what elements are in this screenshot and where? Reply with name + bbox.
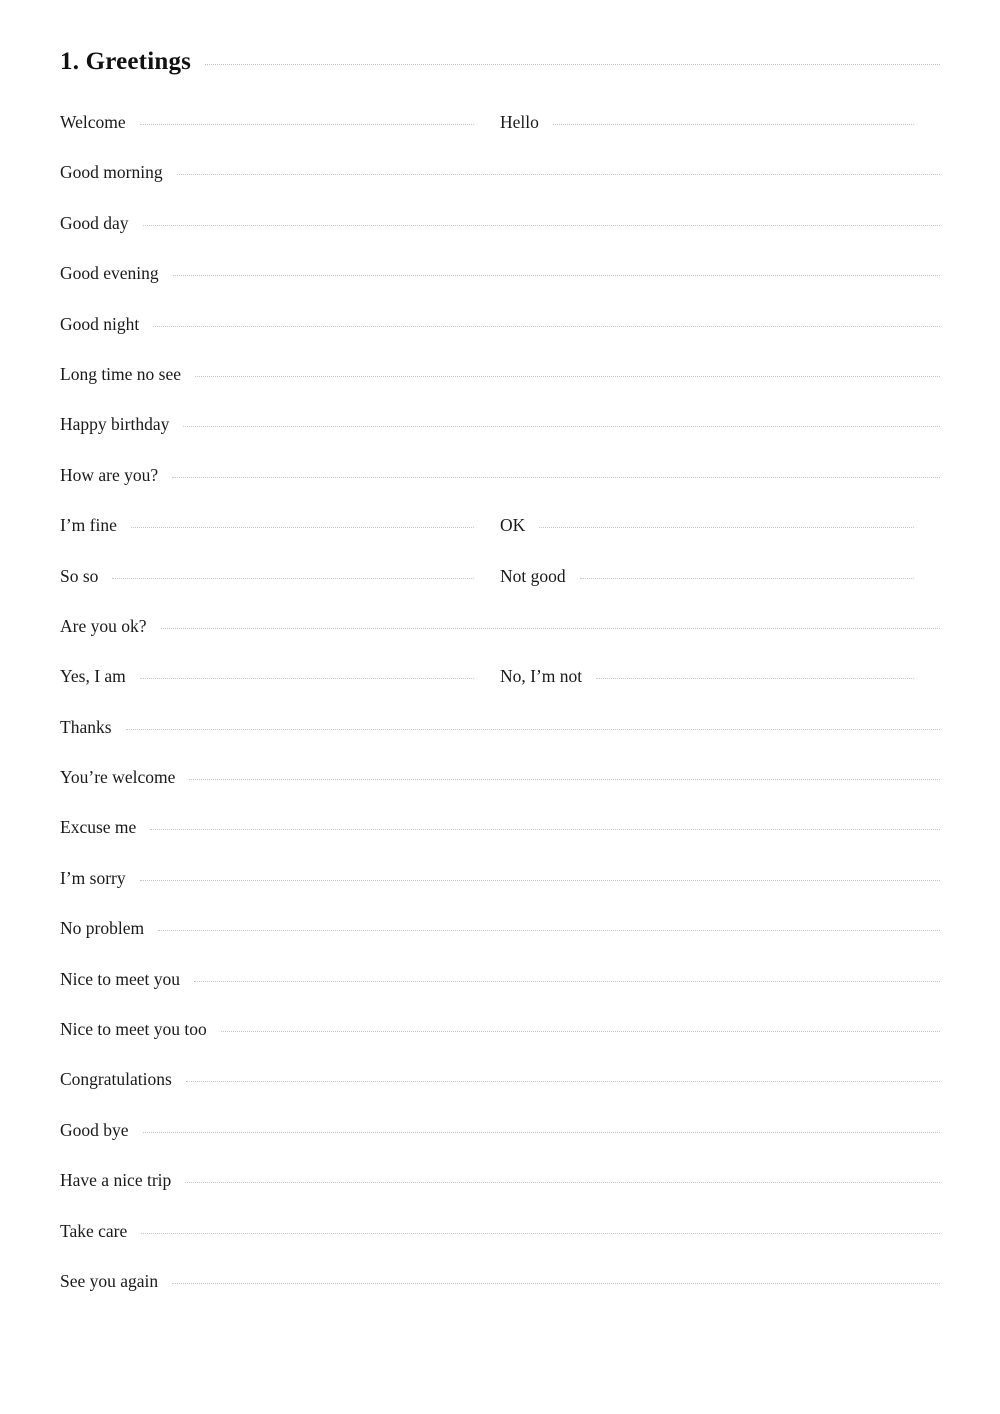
section-heading <box>60 48 940 76</box>
phrase-entry-left <box>60 114 500 132</box>
phrase-entry-left <box>60 968 940 989</box>
phrase-label: No, I’m not <box>500 666 583 687</box>
answer-write-in-line[interactable] <box>553 124 914 125</box>
phrase-entry-left <box>60 615 940 636</box>
phrase-entry-right <box>500 565 940 586</box>
phrase-row <box>60 1021 940 1071</box>
answer-write-in-line[interactable] <box>221 1031 940 1032</box>
phrase-label: Not good <box>500 565 566 586</box>
answer-write-in-line[interactable] <box>140 124 474 125</box>
answer-write-in-line[interactable] <box>131 527 474 528</box>
phrase-row <box>60 164 940 214</box>
phrase-label: Excuse me <box>60 817 137 838</box>
phrase-entry-left <box>60 464 940 485</box>
phrase-row <box>60 769 940 819</box>
phrase-label: You’re welcome <box>60 767 176 788</box>
answer-write-in-line[interactable] <box>173 275 940 276</box>
answer-write-in-line[interactable] <box>143 225 940 226</box>
phrase-entry-left <box>60 517 500 535</box>
phrase-row <box>60 867 940 920</box>
phrase-label: So so <box>60 565 99 586</box>
phrase-row <box>60 668 940 718</box>
answer-write-in-line[interactable] <box>580 578 914 579</box>
phrase-row <box>60 363 940 416</box>
answer-write-in-line[interactable] <box>172 477 940 478</box>
phrase-label: Nice to meet you too <box>60 1019 207 1040</box>
phrase-row <box>60 716 940 769</box>
phrase-label: Long time no see <box>60 363 182 384</box>
phrase-entry-left <box>60 313 940 334</box>
phrase-entry-left <box>60 1071 940 1089</box>
answer-write-in-line[interactable] <box>150 829 940 830</box>
phrase-row <box>60 517 940 567</box>
phrase-row <box>60 819 940 869</box>
phrase-entry-left <box>60 1172 940 1190</box>
phrase-label: Good bye <box>60 1119 129 1140</box>
phrase-entry-left <box>60 265 940 283</box>
phrase-entry-left <box>60 1270 940 1291</box>
answer-write-in-line[interactable] <box>112 578 474 579</box>
phrase-label: Nice to meet you <box>60 968 181 989</box>
phrase-label: OK <box>500 515 526 536</box>
phrase-entry-left <box>60 1119 940 1140</box>
phrase-row <box>60 212 940 265</box>
phrase-entry-left <box>60 164 940 182</box>
answer-write-in-line[interactable] <box>153 326 940 327</box>
phrase-label: Good day <box>60 212 129 233</box>
phrase-entry-right <box>500 517 940 535</box>
phrase-label: Good night <box>60 313 140 334</box>
answer-write-in-line[interactable] <box>539 527 914 528</box>
phrase-row <box>60 114 940 164</box>
phrase-label: I’m fine <box>60 515 117 536</box>
phrase-label: Good morning <box>60 162 163 183</box>
answer-write-in-line[interactable] <box>141 1233 940 1234</box>
answer-write-in-line[interactable] <box>158 930 940 931</box>
phrase-entry-left <box>60 819 940 837</box>
phrase-label: Thanks <box>60 716 112 737</box>
phrase-entry-left <box>60 867 940 888</box>
phrase-row <box>60 565 940 618</box>
phrase-entry-right <box>500 114 940 132</box>
phrase-label: I’m sorry <box>60 867 126 888</box>
phrase-list <box>60 114 940 1323</box>
answer-write-in-line[interactable] <box>194 981 940 982</box>
phrase-row <box>60 1172 940 1222</box>
answer-write-in-line[interactable] <box>189 779 940 780</box>
answer-write-in-line[interactable] <box>183 426 940 427</box>
phrase-label: Take care <box>60 1220 128 1241</box>
phrase-entry-left <box>60 416 940 434</box>
phrase-entry-left <box>60 565 500 586</box>
phrase-row <box>60 1119 940 1172</box>
heading-dotted-rule <box>205 64 940 65</box>
answer-write-in-line[interactable] <box>161 628 940 629</box>
phrase-row <box>60 920 940 970</box>
phrase-row <box>60 1071 940 1121</box>
phrase-row <box>60 1220 940 1273</box>
phrase-label: How are you? <box>60 464 159 485</box>
phrase-row <box>60 1270 940 1323</box>
phrase-label: Happy birthday <box>60 414 170 435</box>
phrase-label: Welcome <box>60 112 126 132</box>
phrase-entry-left <box>60 668 500 686</box>
phrase-entry-left <box>60 1021 940 1039</box>
phrase-label: No problem <box>60 918 145 939</box>
phrase-row <box>60 615 940 668</box>
phrase-entry-left <box>60 920 940 938</box>
answer-write-in-line[interactable] <box>126 729 940 730</box>
page-title: 1. Greetings <box>60 48 192 75</box>
answer-write-in-line[interactable] <box>185 1182 940 1183</box>
phrase-label: Yes, I am <box>60 666 126 687</box>
phrase-row <box>60 968 940 1021</box>
answer-write-in-line[interactable] <box>177 174 940 175</box>
phrase-label: Have a nice trip <box>60 1170 172 1191</box>
phrase-label: Are you ok? <box>60 615 147 636</box>
phrase-row <box>60 313 940 366</box>
phrase-entry-right <box>500 668 940 686</box>
answer-write-in-line[interactable] <box>143 1132 940 1133</box>
answer-write-in-line[interactable] <box>172 1283 940 1284</box>
answer-write-in-line[interactable] <box>195 376 940 377</box>
answer-write-in-line[interactable] <box>140 880 940 881</box>
phrase-label: Congratulations <box>60 1069 172 1090</box>
phrase-row <box>60 464 940 517</box>
answer-write-in-line[interactable] <box>596 678 914 679</box>
phrase-label: Good evening <box>60 263 159 284</box>
phrase-entry-left <box>60 363 940 384</box>
phrase-entry-left <box>60 212 940 233</box>
phrase-row <box>60 416 940 466</box>
answer-write-in-line[interactable] <box>140 678 474 679</box>
phrase-label: See you again <box>60 1270 159 1291</box>
answer-write-in-line[interactable] <box>186 1081 940 1082</box>
phrase-label: Hello <box>500 112 539 132</box>
phrase-entry-left <box>60 716 940 737</box>
phrase-entry-left <box>60 769 940 787</box>
phrase-row <box>60 265 940 315</box>
phrase-entry-left <box>60 1220 940 1241</box>
